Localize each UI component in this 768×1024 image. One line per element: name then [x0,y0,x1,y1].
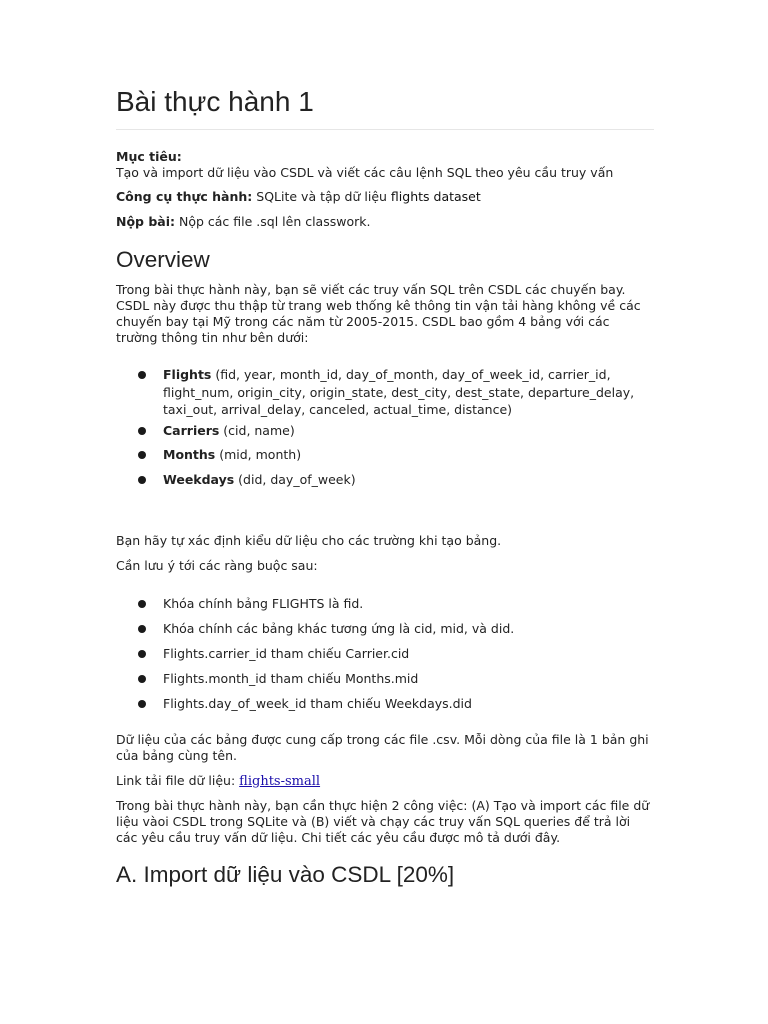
page-title: Bài thực hành 1 [116,86,314,117]
constraint-text: Khóa chính bảng FLIGHTS là fid. [163,596,364,611]
bullet-icon [138,625,146,633]
download-line [116,773,654,790]
constraint-text: Flights.month_id tham chiếu Months.mid [163,671,419,686]
table-name: Months [163,447,216,462]
list-item [138,645,654,663]
list-item [138,695,654,713]
submission-label: Nộp bài: [116,214,176,229]
table-fields: (did, day_of_week) [234,471,356,487]
list-item [138,422,654,440]
flights-small-link[interactable]: flights-small [239,774,321,789]
bullet-icon [138,427,146,435]
bullet-icon [138,675,146,683]
title-divider [116,129,654,130]
tasks-paragraph: Trong bài thực hành này, bạn cần thực hiện 2 công việc: (A) Tạo và import các file dữ liệu vàoi CSDL trong SQLite và (B) viết và chạy các truy vấn SQL queries để trả lời các yêu cầu truy vấn dữ liệu. Chi tiết các yêu cầu được mô tả dưới đây. [116,798,650,845]
constraint-text: Flights.carrier_id tham chiếu Carrier.cid [163,646,410,661]
tools-line [116,189,654,205]
types-note: Bạn hãy tự xác định kiểu dữ liệu cho các trường khi tạo bảng. [116,533,502,548]
overview-intro: Trong bài thực hành này, bạn sẽ viết các truy vấn SQL trên CSDL các chuyến bay. CSDL này được thu thập từ trang web thống kê thông tin vận tải hàng không về các chuyến bay tại Mỹ trong các năm từ 2005-2015. CSDL bao gồm 4 bảng với các trường thông tin như bên dưới: [116,282,641,345]
list-item [138,670,654,688]
tools-text: SQLite và tập dữ liệu [252,189,391,204]
table-fields: (cid, name) [219,422,295,438]
objective-block [116,149,654,181]
objective-label: Mục tiêu: [116,149,182,164]
table-name: Carriers [163,422,220,438]
constraint-text: Khóa chính các bảng khác tương ứng là cid, mid, và did. [163,621,515,636]
bullet-icon [138,600,146,608]
list-item [138,471,654,489]
constraint-text: Flights.day_of_week_id tham chiếu Weekdays.did [163,696,472,711]
bullet-icon [138,650,146,658]
overview-heading: Overview [116,247,210,272]
tools-label: Công cụ thực hành: [116,189,253,204]
table-fields: (fid, year, month_id, day_of_month, day_of_week_id, carrier_id, flight_num, origin_city, origin_state, dest_city, dest_state, departure_delay, taxi_out, arrival_delay, canceled, actual_time, distance) [163,367,635,417]
list-item [138,366,654,419]
constraints-list [138,595,654,713]
table-name: Weekdays [163,471,235,487]
bullet-icon [138,451,146,459]
submission-line [116,214,654,230]
list-item [138,595,654,613]
tables-list [138,366,654,488]
download-label: Link tải file dữ liệu: [116,773,240,788]
submission-text: Nộp các file .sql lên classwork. [175,214,371,229]
section-a-heading: A. Import dữ liệu vào CSDL [20%] [116,862,455,887]
bullet-icon [138,700,146,708]
list-item [138,620,654,638]
csv-note: Dữ liệu của các bảng được cung cấp trong các file .csv. Mỗi dòng của file là 1 bản ghi của bảng cùng tên. [116,732,649,763]
bullet-icon [138,371,146,379]
table-name: Flights [163,367,212,382]
dataset-name: flights dataset [390,189,481,204]
list-item [138,446,654,464]
constraints-intro: Cần lưu ý tới các ràng buộc sau: [116,558,318,573]
table-fields: (mid, month) [215,447,302,462]
objective-text: Tạo và import dữ liệu vào CSDL và viết các câu lệnh SQL theo yêu cầu truy vấn [116,165,614,180]
bullet-icon [138,476,146,484]
